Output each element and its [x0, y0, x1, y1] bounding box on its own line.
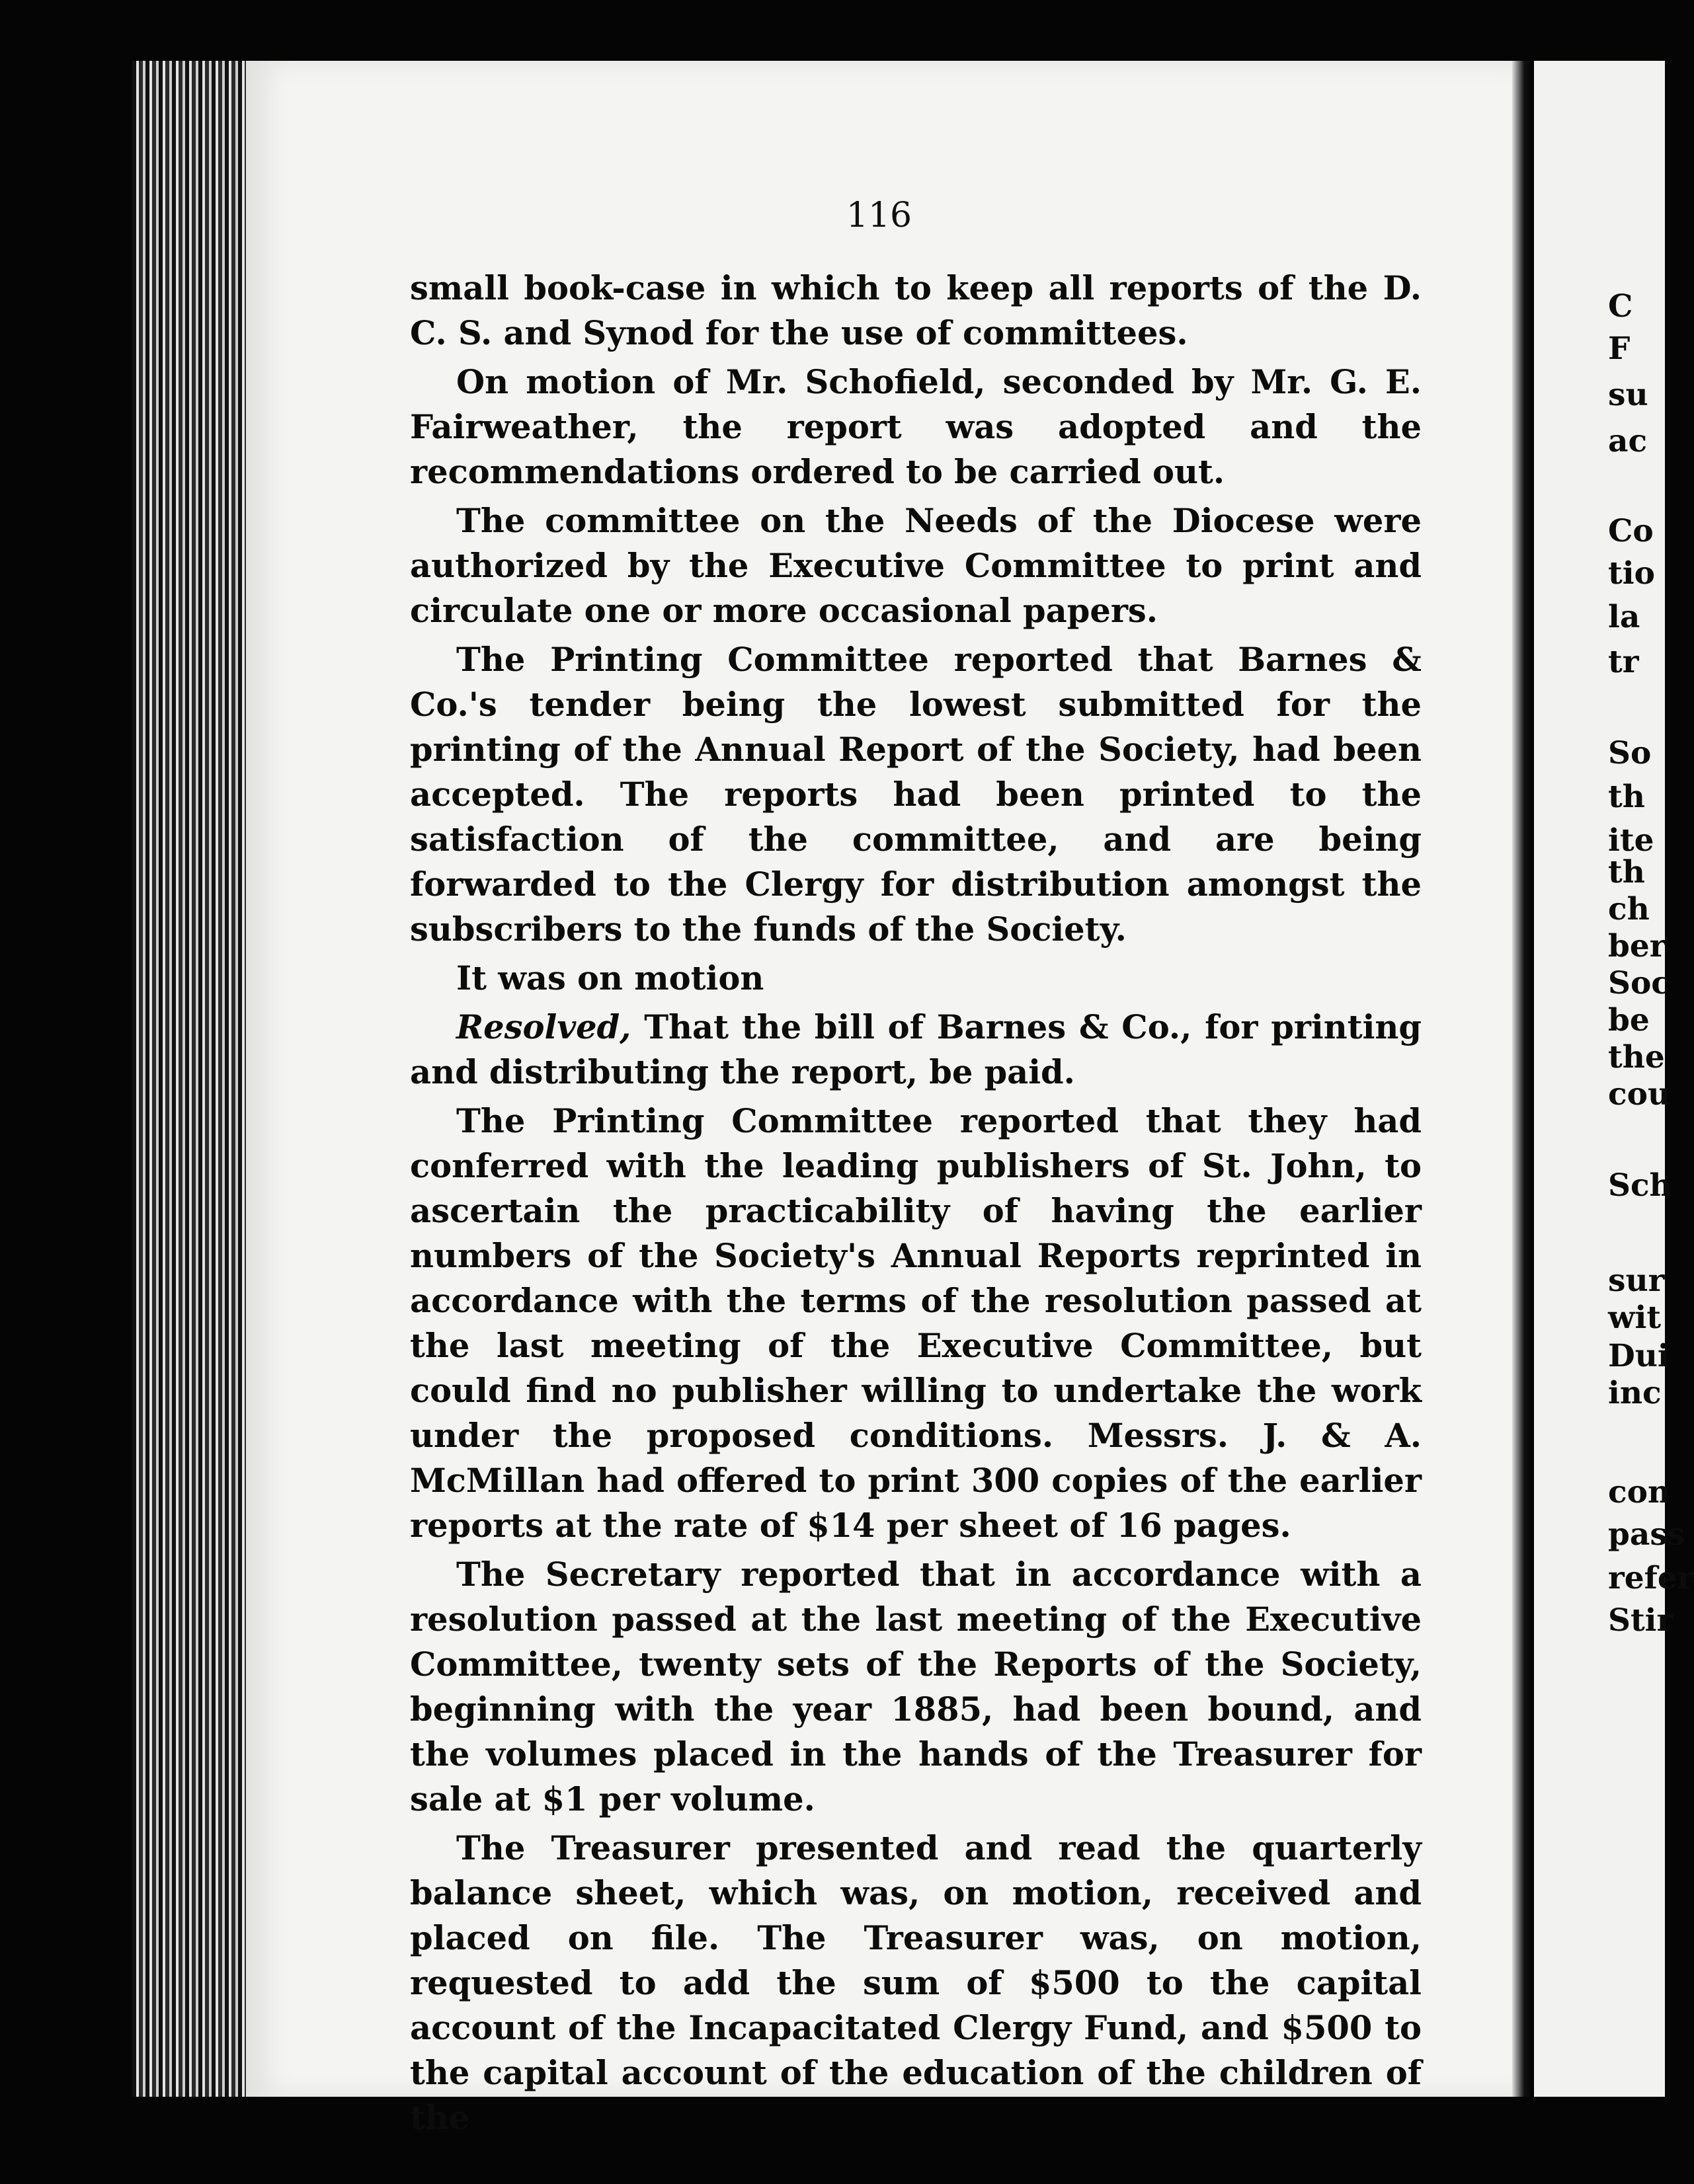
adjacent-fragment: tr [1608, 644, 1639, 680]
adjacent-fragment: C [1608, 288, 1633, 325]
adjacent-fragment: ac [1608, 423, 1648, 459]
adjacent-fragment: th [1608, 779, 1645, 815]
paragraph: On motion of Mr. Schofield, seconded by Mr. G. E. Fairweather, the report was adopted and the recommendations ordered to be carried out. [410, 363, 1422, 491]
page-edge-stack [132, 61, 251, 2097]
paragraph: The Printing Committee reported that Barnes & Co.'s tender being the lowest submitted for the printing of the Annual Report of the Society, had been accepted. The reports had been printed to the satisfaction of the committee, and are being forwarded to the Clergy for distribution amongst the subscribers to the funds of the Society. [410, 641, 1422, 949]
adjacent-fragment: Dui [1608, 1338, 1670, 1374]
adjacent-fragment: sur [1608, 1263, 1665, 1299]
resolved-lead: Resolved, [456, 1008, 631, 1046]
adjacent-fragment: ch [1608, 891, 1650, 927]
resolved-text: That the bill of Barnes & Co., for printing and distributing the report, be paid. [410, 1008, 1422, 1091]
adjacent-fragment: wit [1608, 1300, 1662, 1336]
adjacent-fragment: su [1608, 377, 1648, 413]
adjacent-fragment: Stir [1608, 1602, 1674, 1639]
adjacent-fragment: Soc [1608, 965, 1670, 1001]
paragraph: The Secretary reported that in accordance with a resolution passed at the last meeting of the Executive Committee, twenty sets of the Reports of the Society, beginning with the year 1885, had been bound, and the volumes placed in the hands of the Treasurer for sale at $1 per volume. [410, 1555, 1422, 1818]
adjacent-fragment: th [1608, 854, 1645, 890]
adjacent-fragment: ber [1608, 928, 1666, 964]
adjacent-fragment: So [1608, 735, 1652, 771]
adjacent-fragment: refer [1608, 1560, 1694, 1596]
paragraph: The Treasurer presented and read the quarterly balance sheet, which was, on motion, received and placed on file. The Treasurer was, on motion, requested to add the sum of $500 to the capital account of the Incapacitated Clergy Fund, and $500 to the capital account of the education of the children of the [410, 1829, 1422, 2137]
adjacent-fragment: inc [1608, 1375, 1662, 1411]
paragraph: It was on motion [456, 959, 764, 997]
adjacent-fragment: la [1608, 599, 1640, 635]
adjacent-fragment: the [1608, 1039, 1665, 1075]
paragraph: The Printing Committee reported that they had conferred with the leading publishers of St. John, to ascertain the practicability of having the earlier numbers of the Society's Annual Reports reprinted in accordance with the terms of the resolution passed at the last meeting of the Executive Committee, but could find no publisher willing to undertake the work under the proposed conditions. Messrs. J. & A. McMillan had offered to print 300 copies of the earlier reports at the rate of $14 per sheet of 16 pages. [410, 1102, 1422, 1545]
paragraph: small book-case in which to keep all reports of the D. C. S. and Synod for the use of committees. [410, 269, 1422, 352]
page-gutter [1512, 61, 1534, 2097]
page-body [410, 266, 1422, 2140]
adjacent-fragment: F [1608, 331, 1631, 367]
adjacent-fragment: be [1608, 1002, 1650, 1038]
adjacent-fragment: Co [1608, 513, 1654, 549]
paragraph [410, 1005, 1422, 1095]
adjacent-fragment: ite [1608, 822, 1654, 859]
adjacent-fragment: tio [1608, 555, 1655, 592]
adjacent-fragment: pass [1608, 1516, 1685, 1553]
page-number: 116 [846, 196, 912, 235]
adjacent-fragment: con [1608, 1474, 1671, 1510]
paragraph: The committee on the Needs of the Diocese were authorized by the Executive Committee to print and circulate one or more occasional papers. [410, 502, 1422, 630]
adjacent-fragment: Sch [1608, 1167, 1672, 1204]
adjacent-fragment: cou [1608, 1076, 1671, 1112]
book-page [246, 61, 1512, 2137]
